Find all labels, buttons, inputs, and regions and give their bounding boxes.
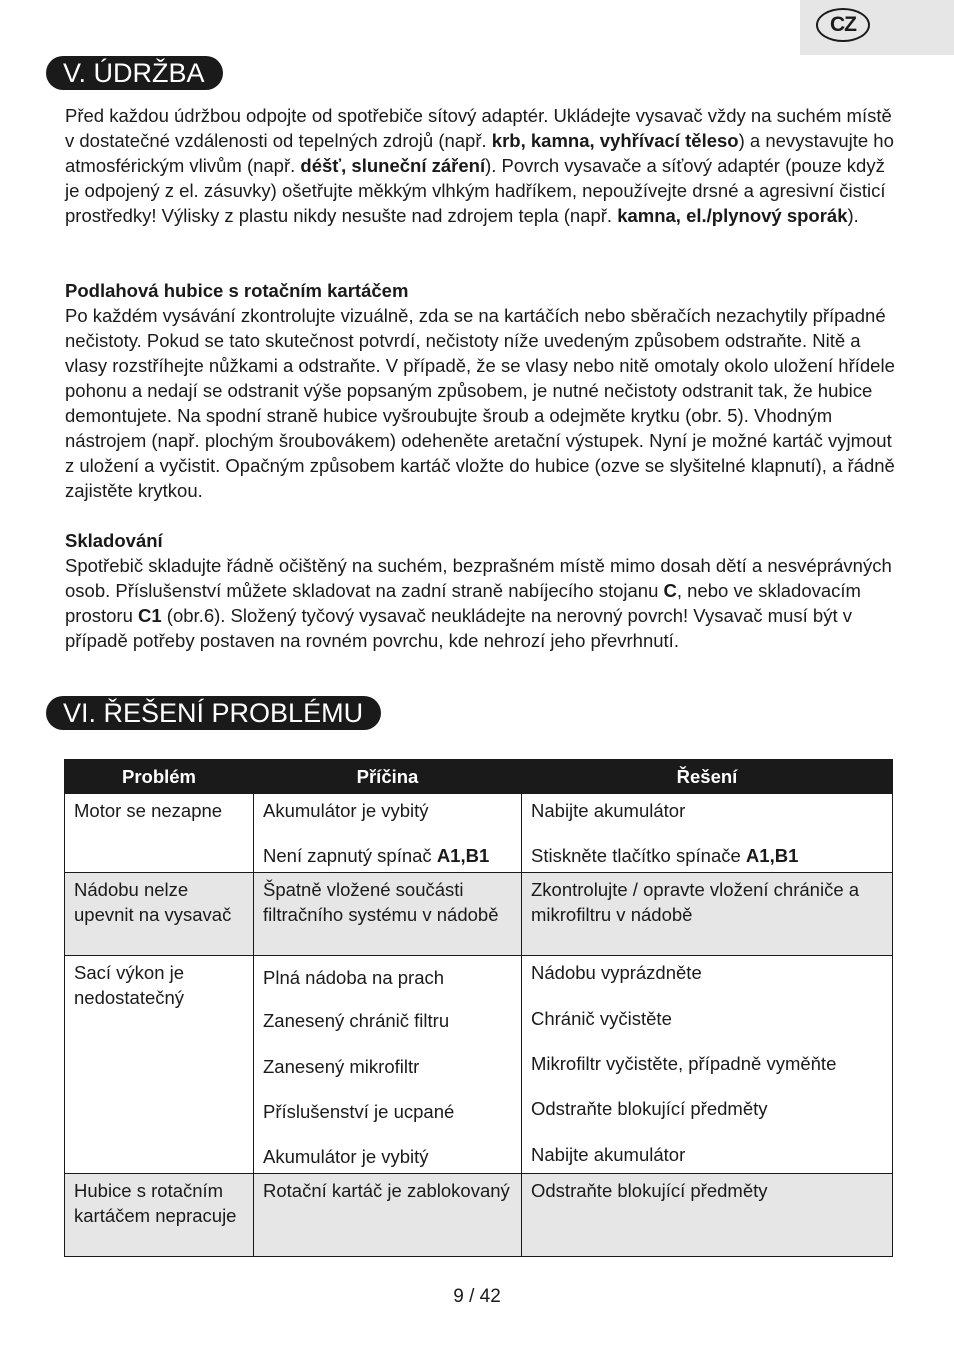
text-run: Odstraňte blokující předměty xyxy=(531,1098,768,1119)
solution-cell xyxy=(522,956,893,1174)
header-problem: Problém xyxy=(65,760,254,794)
page-number xyxy=(0,1285,954,1309)
section-title-troubleshooting: VI. ŘEŠENÍ PROBLÉMU xyxy=(46,696,381,730)
storage-paragraph xyxy=(65,553,895,653)
cause-cell xyxy=(254,1174,522,1257)
problem-cell: Nádobu nelze upevnit na vysavač xyxy=(65,873,254,956)
text-run: Rotační kartáč je zablokovaný xyxy=(263,1180,510,1201)
troubleshooting-table xyxy=(64,759,893,1257)
language-badge: CZ xyxy=(816,8,870,42)
cause-item xyxy=(263,965,512,990)
text-run: Nabijte akumulátor xyxy=(531,1144,686,1165)
bold-text: krb, kamna, vyhřívací těleso xyxy=(491,130,739,151)
text-run: (obr.6). Složený tyčový vysavač neukládejte na nerovný povrch! Vysavač musí být v případě potřeby postaven na rovném povrchu, kde nehrozí jeho převrhnutí. xyxy=(65,605,852,651)
text-run: Zanesený chránič filtru xyxy=(263,1010,450,1031)
solution-item xyxy=(531,877,883,927)
bold-text: C xyxy=(663,580,677,601)
text-run: Mikrofiltr vyčistěte, případně vyměňte xyxy=(531,1053,837,1074)
header-solution: Řešení xyxy=(522,760,893,794)
page-total: 42 xyxy=(479,1286,501,1307)
text-run: Není zapnutý spínač xyxy=(263,845,437,866)
bold-text: déšť, sluneční záření xyxy=(300,155,486,176)
text-run: Chránič vyčistěte xyxy=(531,1008,672,1029)
maintenance-intro xyxy=(65,103,895,228)
language-tab xyxy=(800,0,954,55)
table-row xyxy=(65,873,893,956)
solution-cell xyxy=(522,794,893,873)
text-run: Příslušenství je ucpané xyxy=(263,1101,455,1122)
brush-section xyxy=(65,278,895,503)
text-run: , nebo ve skladovacím prostoru xyxy=(65,580,861,626)
table-header-row xyxy=(65,760,893,794)
section-title-maintenance: V. ÚDRŽBA xyxy=(46,56,223,90)
cause-item xyxy=(263,877,512,927)
problem-cell: Hubice s rotačním kartáčem nepracuje xyxy=(65,1174,254,1257)
bold-text: kamna, el./plynový sporák xyxy=(617,205,848,226)
text-run: Plná nádoba na prach xyxy=(263,967,445,988)
solution-cell xyxy=(522,873,893,956)
maintenance-intro-paragraph xyxy=(65,103,895,228)
text-run: ). xyxy=(847,205,859,226)
text-run: Zanesený mikrofiltr xyxy=(263,1056,420,1077)
bold-text: A1,B1 xyxy=(745,845,799,866)
solution-item xyxy=(531,1178,883,1203)
table-row xyxy=(65,794,893,873)
bold-text: A1,B1 xyxy=(436,845,490,866)
page-current: 9 xyxy=(453,1286,464,1307)
text-run: Zkontrolujte / opravte vložení chrániče a mikrofiltru v nádobě xyxy=(531,879,860,925)
table-row xyxy=(65,1174,893,1257)
text-run: ). Povrch vysavače a síťový adaptér (pouze když je odpojený z el. zásuvky) ošetřujte měkkým vlhkým hadříkem, nepoužívejte drsné a agresivní čisticí prostředky! Výlisky z plastu nikdy nesušte nad zdrojem tepla (např. xyxy=(65,155,886,226)
solution-item xyxy=(531,798,883,823)
storage-section xyxy=(65,528,895,653)
problem-cell: Sací výkon je nedostatečný xyxy=(65,956,254,1174)
text-run: Akumulátor je vybitý xyxy=(263,800,429,821)
brush-paragraph: Po každém vysávání zkontrolujte vizuálně, zda se na kartáčích nebo sběračích nezachytily případné nečistoty. Pokud se tato skutečnost potvrdí, nečistoty níže uvedeným způsobem odstraňte. Nitě a vlasy rozstříhejte nůžkami a odstraňte. V případě, že se vlasy nebo nitě omotaly okolo uložení hřídele pohonu a nedají se odstranit výše popsaným způsobem, je nutné nečistoty odstranit tak, že hubice demontujete. Na spodní straně hubice vyšroubujte šroub a odejměte krytku (obr. 5). Vhodným nástrojem (např. plochým šroubovákem) odeheněte aretační výstupek. Nyní je možné kartáč vyjmout z uložení a vyčistit. Opačným způsobem kartáč vložte do hubice (ozve se slyšitelné klapnutí), a řádně zajistěte krytkou. xyxy=(65,305,895,501)
solution-item xyxy=(531,960,883,985)
text-run: Odstraňte blokující předměty xyxy=(531,1180,768,1201)
cause-cell xyxy=(254,956,522,1174)
cause-item xyxy=(263,1178,512,1203)
cause-item xyxy=(263,843,512,868)
cause-item xyxy=(263,1054,512,1079)
cause-item xyxy=(263,1099,512,1124)
storage-heading: Skladování xyxy=(65,530,163,551)
text-run: Špatně vložené součásti filtračního systému v nádobě xyxy=(263,879,499,925)
cause-item xyxy=(263,1008,512,1033)
page-separator: / xyxy=(469,1286,475,1307)
text-run: Akumulátor je vybitý xyxy=(263,1146,429,1167)
bold-text: C1 xyxy=(138,605,162,626)
cause-cell xyxy=(254,794,522,873)
cause-cell xyxy=(254,873,522,956)
header-cause: Příčina xyxy=(254,760,522,794)
text-run: Před každou údržbou odpojte od spotřebiče sítový adaptér. Ukládejte vysavač vždy na suchém místě v dostatečné vzdálenosti od tepelných zdrojů (např. xyxy=(65,105,892,151)
cause-item xyxy=(263,798,512,823)
text-run: Stiskněte tlačítko spínače xyxy=(531,845,746,866)
solution-item xyxy=(531,843,883,868)
problem-cell: Motor se nezapne xyxy=(65,794,254,873)
text-run: Spotřebič skladujte řádně očištěný na suchém, bezprašném místě mimo dosah dětí a nesvéprávných osob. Příslušenství můžete skladovat na zadní straně nabíjecího stojanu xyxy=(65,555,892,601)
text-run: Nádobu vyprázdněte xyxy=(531,962,702,983)
text-run: ) a nevystavujte ho atmosférickým vlivům (např. xyxy=(65,130,894,176)
cause-item xyxy=(263,1144,512,1169)
solution-item xyxy=(531,1096,883,1121)
text-run: Nabijte akumulátor xyxy=(531,800,686,821)
table-row xyxy=(65,956,893,1174)
solution-cell xyxy=(522,1174,893,1257)
brush-heading: Podlahová hubice s rotačním kartáčem xyxy=(65,280,409,301)
solution-item xyxy=(531,1142,883,1167)
solution-item xyxy=(531,1006,883,1031)
solution-item xyxy=(531,1051,883,1076)
